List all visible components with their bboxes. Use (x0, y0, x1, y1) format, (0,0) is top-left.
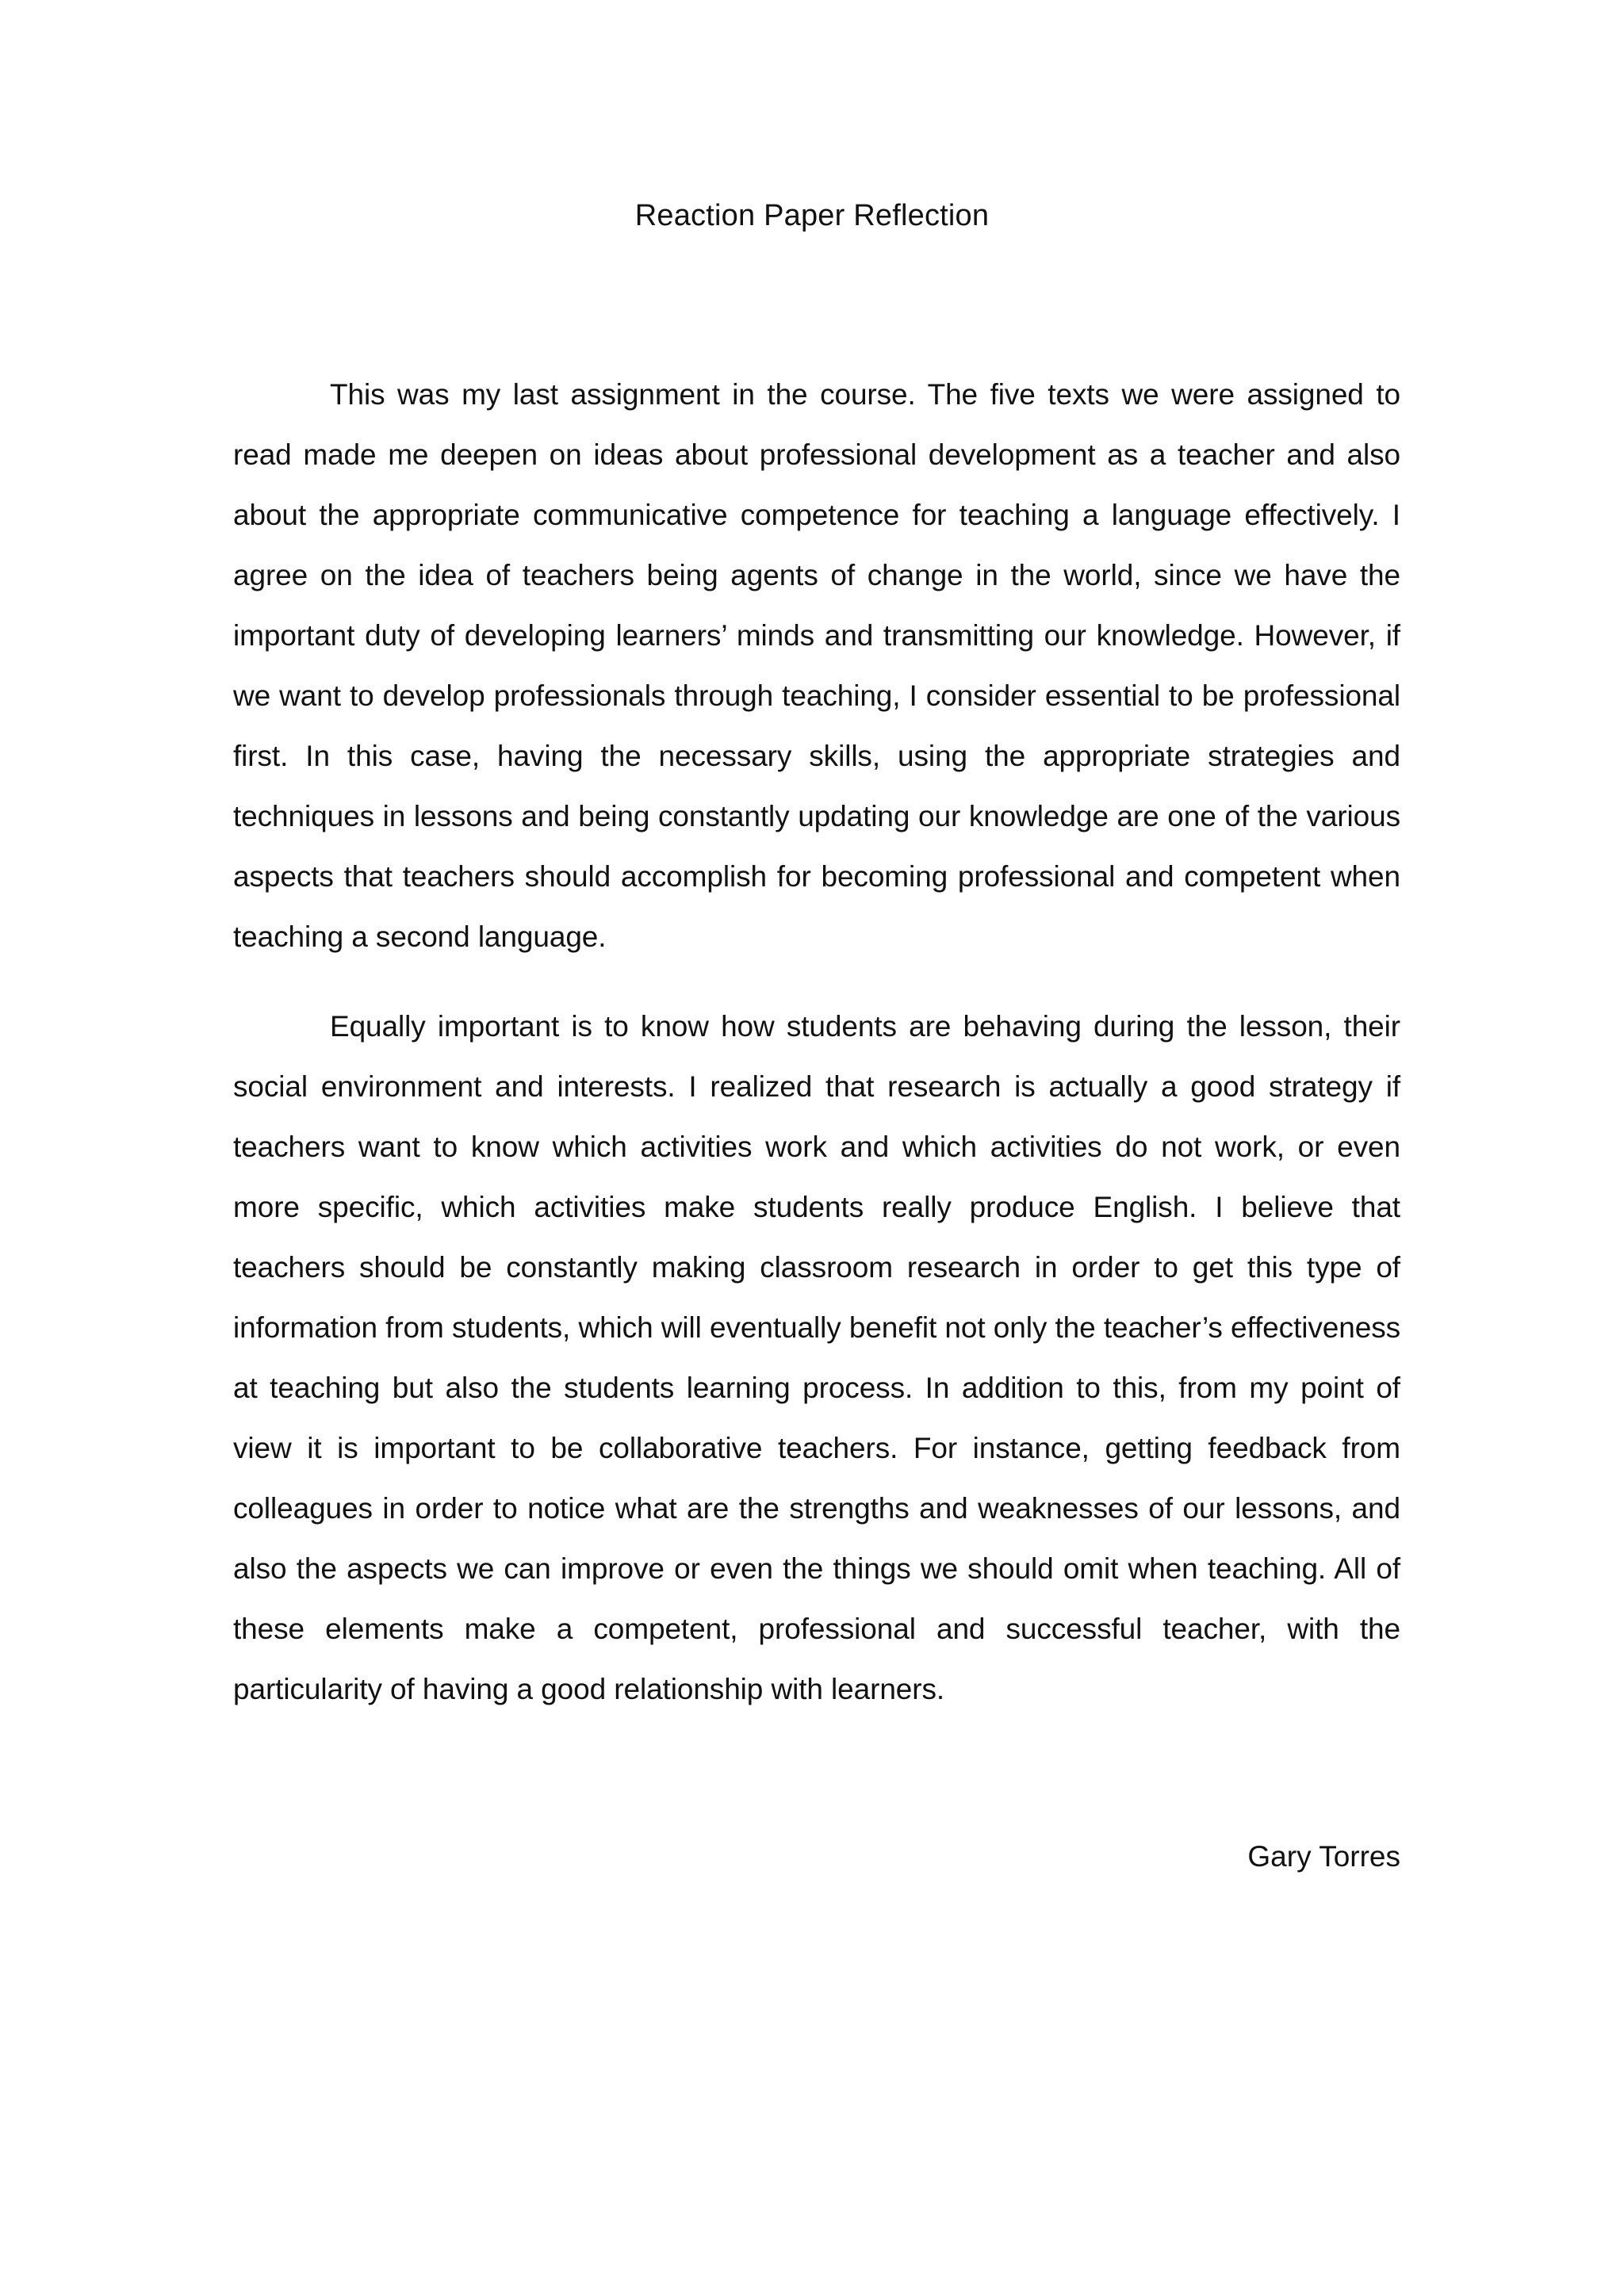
document-title: Reaction Paper Reflection (634, 199, 990, 232)
paragraph-2: Equally important is to know how students are behaving during the lesson, their social environment and interests. I realized that research is actually a good strategy if teachers want to know which activities work and which activities do not work, or even more specific, which activities make students really produce English. I believe that teachers should be constantly making classroom research in order to get this type of information from students, which will eventually benefit not only the teacher’s effectiveness at teaching but also the students learning process. In addition to this, from my point of view it is important to be collaborative teachers. For instance, getting feedback from colleagues in order to notice what are the strengths and weaknesses of our lessons, and also the aspects we can improve or even the things we should omit when teaching. All of these elements make a competent, professional and successful teacher, with the particularity of having a good relationship with learners. (233, 1010, 1400, 1705)
author-signature: Gary Torres (1247, 1840, 1400, 1873)
document-body (233, 365, 1400, 1749)
paragraph-1: This was my last assignment in the course. The five texts we were assigned to read made me deepen on ideas about professional development as a teacher and also about the appropriate communicative competence for teaching a language effectively. I agree on the idea of teachers being agents of change in the world, since we have the important duty of developing learners’ minds and transmitting our knowledge. However, if we want to develop professionals through teaching, I consider essential to be professional first. In this case, having the necessary skills, using the appropriate strategies and techniques in lessons and being constantly updating our knowledge are one of the various aspects that teachers should accomplish for becoming professional and competent when teaching a second language. (233, 378, 1400, 953)
